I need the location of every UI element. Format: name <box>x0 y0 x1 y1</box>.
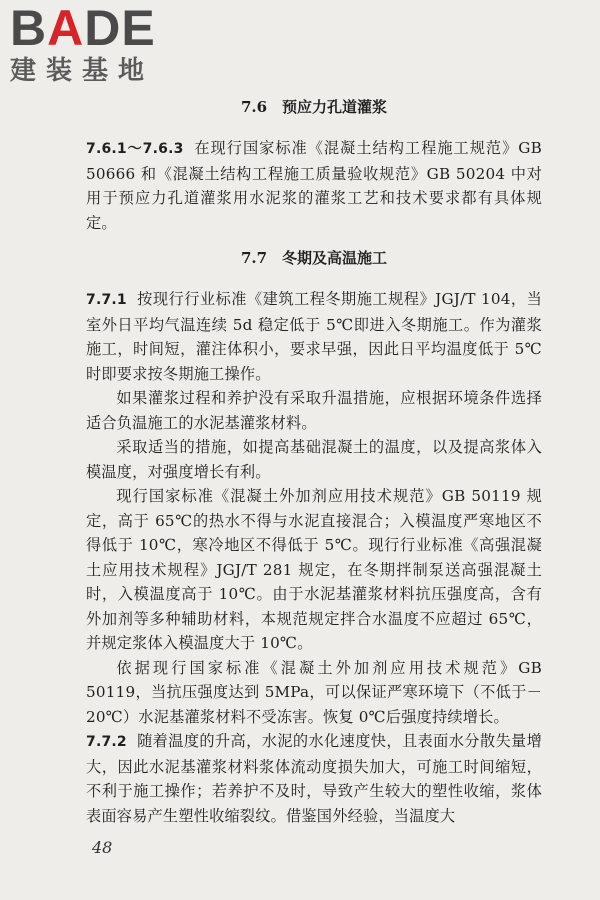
logo-subtitle: 建装基地 <box>10 56 155 86</box>
paragraph: 采取适当的措施，如提高基础混凝土的温度，以及提高浆体入模温度，对强度增长有利。 <box>86 438 542 481</box>
clause-7-7-2 <box>86 729 542 828</box>
logo-wordmark: BADE <box>10 0 156 56</box>
section-heading-7-7: 7.7 冬期及高温施工 <box>240 249 388 267</box>
clause-number: 7.7.1 <box>86 292 127 308</box>
clause-number: 7.7.2 <box>86 734 127 750</box>
paragraph: 如果灌浆过程和养护没有采取升温措施，应根据环境条件选择适合负温施工的水泥基灌浆材料。 <box>86 389 542 432</box>
paragraph: 依据现行国家标准《混凝土外加剂应用技术规范》GB 50119，当抗压强度达到 5MPa，可以保证严寒环境下（不低于－20℃）水泥基灌浆材料不受冻害。恢复 0℃后强度持续增长。 <box>86 658 542 726</box>
page-body <box>86 96 542 828</box>
clause-number: 7.6.1～7.6.3 <box>86 141 184 157</box>
clause-7-6-1 <box>86 136 542 235</box>
bade-logo <box>10 2 180 92</box>
clause-text: 在现行国家标准《混凝土结构工程施工规范》GB 50666 和《混凝土结构工程施工质量验收规范》GB 50204 中对用于预应力孔道灌浆用水泥浆的灌浆工艺和技术要求都有具体规定。 <box>86 139 542 232</box>
section-heading-7-6: 7.6 预应力孔道灌浆 <box>240 98 388 116</box>
clause-7-7-1 <box>86 287 542 386</box>
clause-text: 按现行行业标准《建筑工程冬期施工规程》JGJ/T 104，当室外日平均气温连续 5d 稳定低于 5℃即进入冬期施工。作为灌浆施工，时间短，灌注体积小，要求早强，因此日平均温度低于 5℃时即要求按冬期施工操作。 <box>86 290 542 383</box>
page-number: 48 <box>92 838 113 857</box>
paragraph: 现行国家标准《混凝土外加剂应用技术规范》GB 50119 规定，高于 65℃的热水不得与水泥直接混合；入模温度严寒地区不得低于 10℃，寒冷地区不得低于 5℃。现行行业标准《高强混凝土应用技术规程》JGJ/T 281 规定，在冬期拌制泵送高强混凝土时，入模温度高于 10℃。由于水泥基灌浆材料抗压强度高，含有外加剂等多种辅助材料，本规范规定拌合水温度不应超过 65℃，并规定浆体入模温度大于 10℃。 <box>86 487 542 652</box>
clause-text: 随着温度的升高，水泥的水化速度快，且表面水分散失量增大，因此水泥基灌浆材料浆体流动度损失加大，可施工时间缩短，不利于施工操作；若养护不及时，导致产生较大的塑性收缩，浆体表面容易产生塑性收缩裂纹。借鉴国外经验，当温度大 <box>86 732 542 825</box>
